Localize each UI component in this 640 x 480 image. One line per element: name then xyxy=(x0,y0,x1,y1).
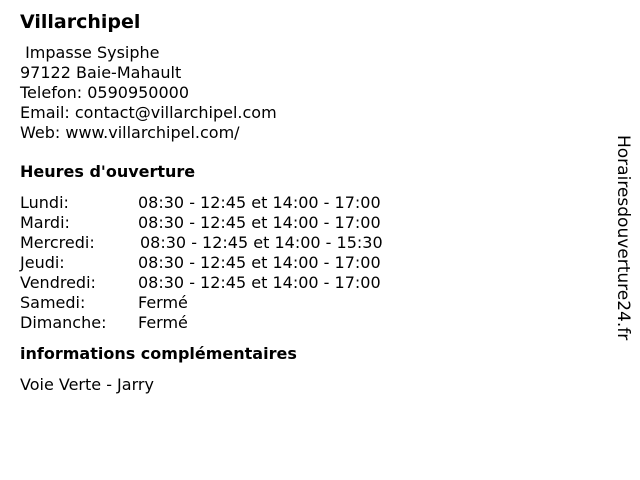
business-name: Villarchipel xyxy=(20,11,141,33)
web-line: Web: www.villarchipel.com/ xyxy=(20,123,240,142)
day-label: Mardi: xyxy=(20,213,70,232)
address-city: 97122 Baie-Mahault xyxy=(20,63,182,82)
day-label: Jeudi: xyxy=(20,253,65,272)
hours-row-tuesday xyxy=(20,213,600,233)
hours-value: 08:30 - 12:45 et 14:00 - 17:00 xyxy=(138,273,381,292)
hours-value: Fermé xyxy=(138,313,188,332)
day-label: Lundi: xyxy=(20,193,69,212)
hours-row-sunday xyxy=(20,313,600,333)
day-label: Samedi: xyxy=(20,293,86,312)
opening-hours-table xyxy=(20,193,600,333)
email-line: Email: contact@villarchipel.com xyxy=(20,103,277,122)
day-label: Mercredi: xyxy=(20,233,95,252)
hours-row-saturday xyxy=(20,293,600,313)
address-street: Impasse Sysiphe xyxy=(20,43,160,62)
additional-info-heading: informations complémentaires xyxy=(20,344,297,363)
business-card xyxy=(20,10,600,395)
day-label: Vendredi: xyxy=(20,273,96,292)
hours-row-thursday xyxy=(20,253,600,273)
day-label: Dimanche: xyxy=(20,313,107,332)
hours-value: 08:30 - 12:45 et 14:00 - 17:00 xyxy=(138,193,381,212)
hours-value: 08:30 - 12:45 et 14:00 - 17:00 xyxy=(138,253,381,272)
hours-value: 08:30 - 12:45 et 14:00 - 17:00 xyxy=(138,213,381,232)
hours-row-monday xyxy=(20,193,600,213)
hours-value: Fermé xyxy=(138,293,188,312)
contact-block xyxy=(20,43,600,143)
additional-info-text: Voie Verte - Jarry xyxy=(20,375,154,394)
phone-line: Telefon: 0590950000 xyxy=(20,83,190,102)
site-watermark: Horairesdouverture24.fr xyxy=(613,135,633,341)
hours-row-friday xyxy=(20,273,600,293)
hours-value: 08:30 - 12:45 et 14:00 - 15:30 xyxy=(140,233,383,252)
opening-hours-heading: Heures d'ouverture xyxy=(20,162,196,181)
hours-row-wednesday xyxy=(20,233,600,253)
